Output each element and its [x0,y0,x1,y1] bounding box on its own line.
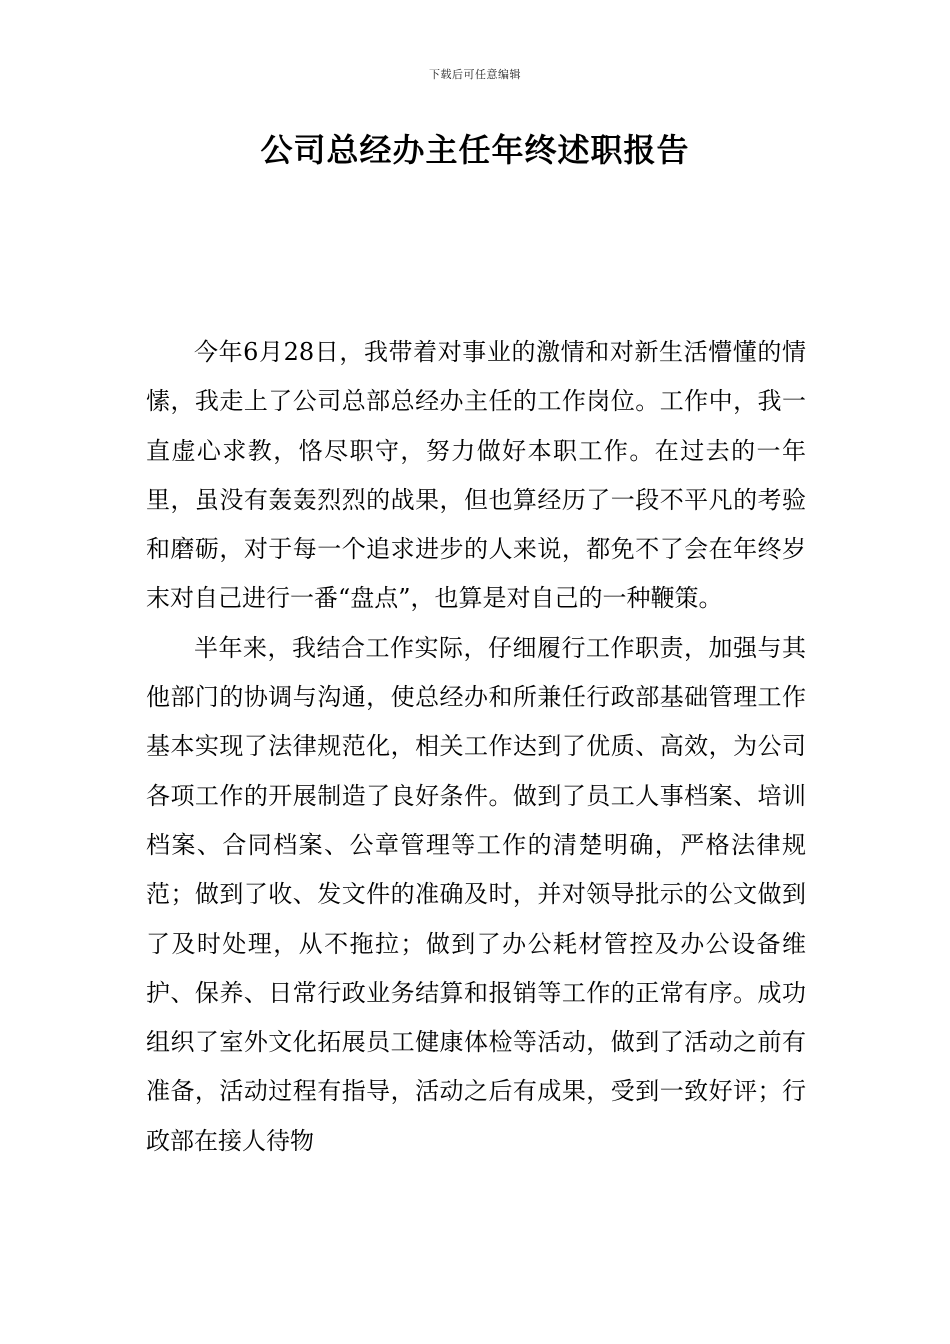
document-title: 公司总经办主任年终述职报告 [260,131,690,169]
paragraph-1: 今年6月28日，我带着对事业的激情和对新生活懵懂的情愫，我走上了公司总部总经办主任的工作岗位。工作中，我一直虚心求教，恪尽职守，努力做好本职工作。在过去的一年里，虽没有轰轰烈烈的战果，但也算经历了一段不平凡的考验和磨砺，对于每一个追求进步的人来说，都免不了会在年终岁末对自己进行一番“盘点”，也算是对自己的一种鞭策。 [146,338,806,613]
header-note: 下载后可任意编辑 [429,68,521,81]
document-body [146,328,806,1166]
paragraph-2: 半年来，我结合工作实际，仔细履行工作职责，加强与其他部门的协调与沟通，使总经办和所兼任行政部基础管理工作基本实现了法律规范化，相关工作达到了优质、高效，为公司各项工作的开展制造了良好条件。做到了员工人事档案、培训档案、合同档案、公章管理等工作的清楚明确，严格法律规范；做到了收、发文件的准确及时，并对领导批示的公文做到了及时处理，从不拖拉；做到了办公耗材管控及办公设备维护、保养、日常行政业务结算和报销等工作的正常有序。成功组织了室外文化拓展员工健康体检等活动，做到了活动之前有准备，活动过程有指导，活动之后有成果，受到一致好评；行政部在接人待物 [146,633,806,1155]
